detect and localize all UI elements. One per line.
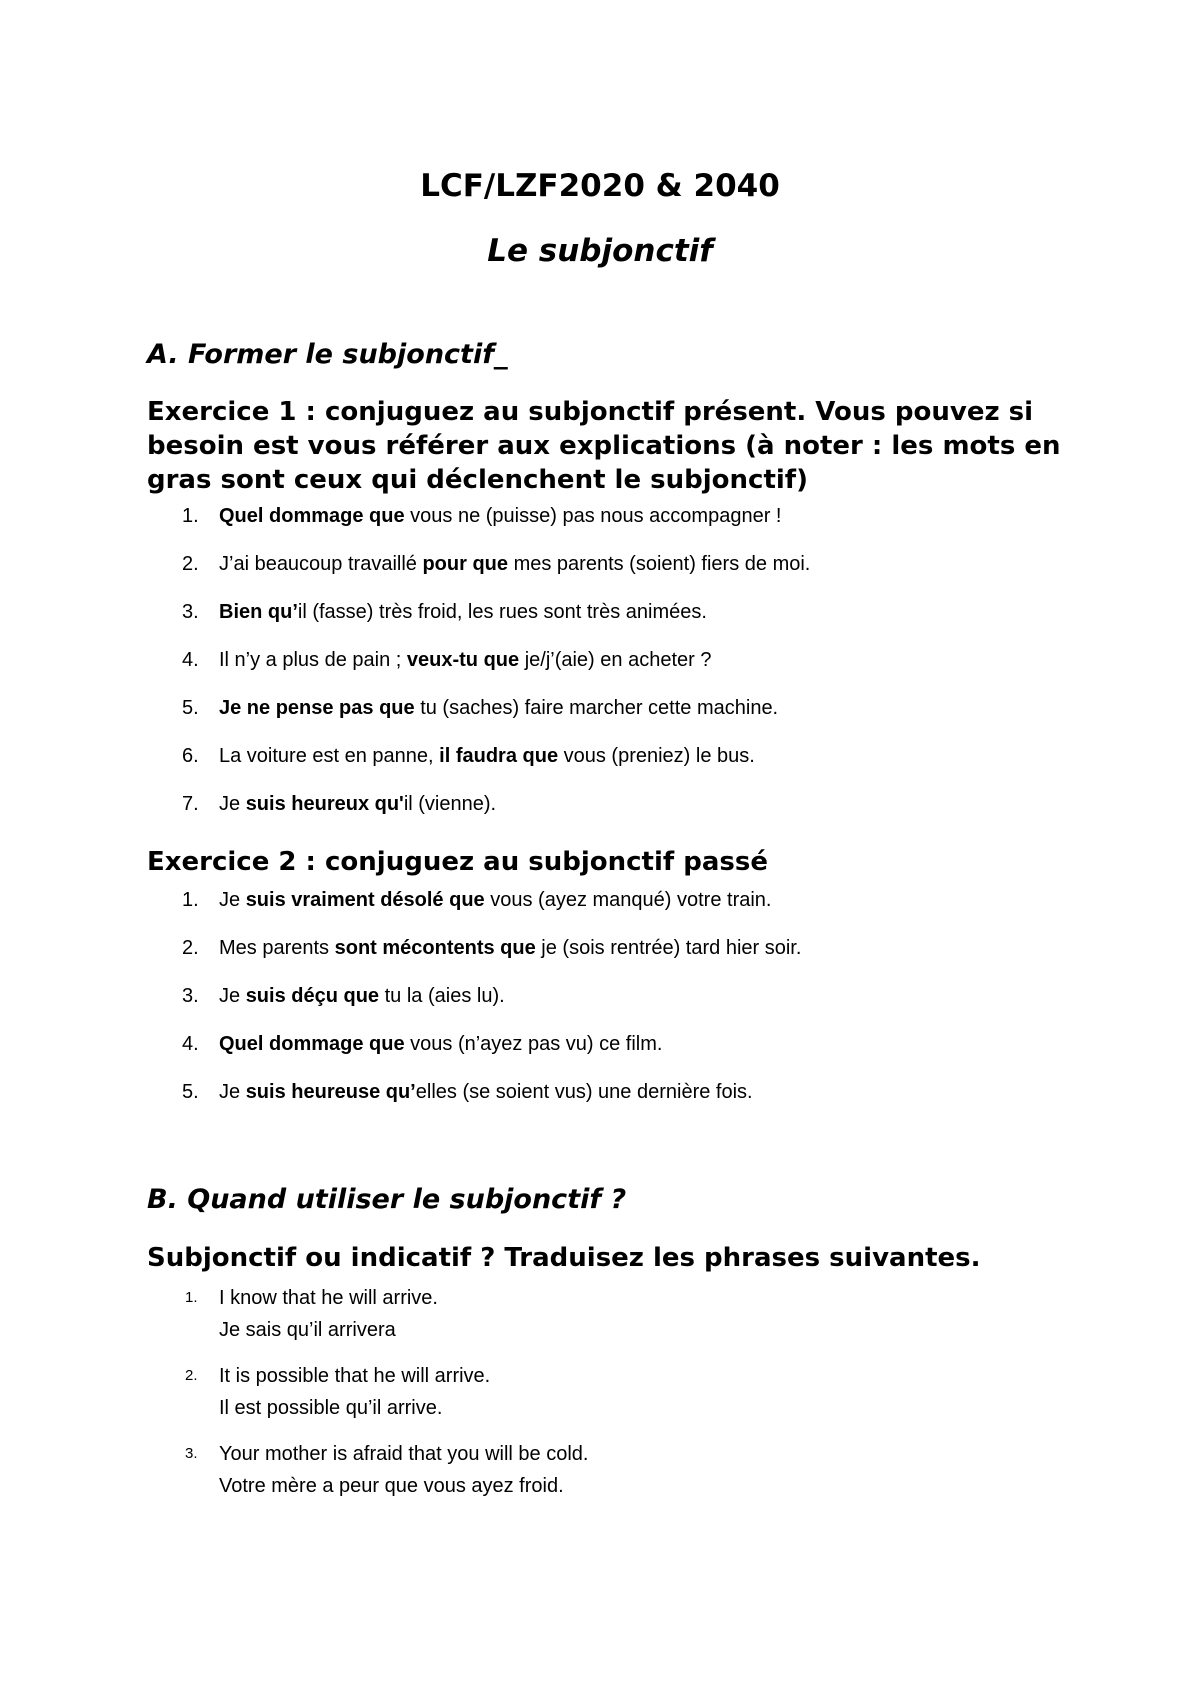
trigger-phrase: il faudra que — [439, 745, 559, 767]
english-sentence: It is possible that he will arrive. — [219, 1365, 491, 1387]
trigger-phrase: suis heureux qu' — [245, 793, 404, 815]
item-number: 1. — [182, 505, 199, 527]
exercise-2-heading: Exercice 2 : conjuguez au subjonctif passé — [147, 847, 768, 877]
trigger-phrase: suis heureuse qu’ — [245, 1081, 416, 1103]
french-translation: Il est possible qu’il arrive. — [219, 1397, 443, 1419]
exercise-1-heading: Exercice 1 : conjuguez au subjonctif présent. Vous pouvez si besoin est vous référer aux explications (à noter : les mots en gras sont ceux qui déclenchent le subjonctif) — [147, 397, 1061, 495]
exercise-2-list — [147, 886, 1107, 1126]
list-item — [147, 646, 1107, 694]
section-a-heading: A. Former le subjonctif_ — [147, 339, 508, 370]
list-item — [147, 934, 1107, 982]
list-item — [147, 598, 1107, 646]
sentence-text: Je — [219, 985, 246, 1007]
item-number: 4. — [182, 1033, 199, 1055]
sentence-text: il (vienne). — [403, 793, 497, 815]
french-translation: Votre mère a peur que vous ayez froid. — [219, 1475, 564, 1497]
list-item — [147, 886, 1107, 934]
sentence-text: Je — [219, 1081, 246, 1103]
item-number: 3. — [182, 985, 199, 1007]
sentence-text: vous (ayez manqué) votre train. — [484, 889, 772, 911]
sentence-text: je/j’(aie) en acheter ? — [519, 649, 712, 671]
sentence-text: La voiture est en panne, — [219, 745, 440, 767]
list-item — [147, 1078, 1107, 1126]
sentence-text: tu (saches) faire marcher cette machine. — [414, 697, 779, 719]
item-number: 4. — [182, 649, 199, 671]
trigger-phrase: suis déçu que — [245, 985, 380, 1007]
list-item — [147, 982, 1107, 1030]
item-number: 5. — [182, 1081, 199, 1103]
sentence-text: Je — [219, 889, 246, 911]
trigger-phrase: sont mécontents que — [334, 937, 536, 959]
translation-item — [147, 1360, 1107, 1438]
translation-item — [147, 1438, 1107, 1516]
sentence-text: J’ai beaucoup travaillé — [219, 553, 423, 575]
sentence-text: vous (n’ayez pas vu) ce film. — [404, 1033, 663, 1055]
sentence-text: je (sois rentrée) tard hier soir. — [535, 937, 802, 959]
sentence-text: vous ne (puisse) pas nous accompagner ! — [404, 505, 782, 527]
item-number: 1. — [185, 1289, 198, 1306]
sentence-text: vous (preniez) le bus. — [558, 745, 755, 767]
item-number: 2. — [185, 1367, 198, 1384]
exercise-1-list — [147, 502, 1107, 838]
sentence-text: elles (se soient vus) une dernière fois. — [415, 1081, 753, 1103]
section-b-heading: B. Quand utiliser le subjonctif ? — [147, 1184, 627, 1215]
list-item — [147, 550, 1107, 598]
trigger-phrase: suis vraiment désolé que — [245, 889, 485, 911]
item-number: 1. — [182, 889, 199, 911]
item-number: 2. — [182, 937, 199, 959]
trigger-phrase: pour que — [422, 553, 509, 575]
trigger-phrase: veux-tu que — [406, 649, 520, 671]
sentence-text: Il n’y a plus de pain ; — [219, 649, 407, 671]
list-item — [147, 502, 1107, 550]
trigger-phrase: Bien qu’ — [219, 601, 298, 623]
item-number: 6. — [182, 745, 199, 767]
list-item — [147, 742, 1107, 790]
item-number: 7. — [182, 793, 199, 815]
item-number: 3. — [182, 601, 199, 623]
trigger-phrase: Quel dommage que — [219, 1033, 405, 1055]
sentence-text: tu la (aies lu). — [379, 985, 505, 1007]
document-subtitle: Le subjonctif — [487, 233, 713, 269]
sentence-text: Je — [219, 793, 246, 815]
document-title: LCF/LZF2020 & 2040 — [420, 168, 780, 204]
item-number: 3. — [185, 1445, 198, 1462]
english-sentence: Your mother is afraid that you will be cold. — [219, 1443, 589, 1465]
sentence-text: il (fasse) très froid, les rues sont très animées. — [297, 601, 707, 623]
french-translation: Je sais qu’il arrivera — [219, 1319, 396, 1341]
sentence-text: mes parents (soient) fiers de moi. — [508, 553, 811, 575]
item-number: 5. — [182, 697, 199, 719]
list-item — [147, 1030, 1107, 1078]
trigger-phrase: Quel dommage que — [219, 505, 405, 527]
list-item — [147, 694, 1107, 742]
list-item — [147, 790, 1107, 838]
item-number: 2. — [182, 553, 199, 575]
translation-list — [147, 1282, 1107, 1516]
translation-item — [147, 1282, 1107, 1360]
english-sentence: I know that he will arrive. — [219, 1287, 438, 1309]
trigger-phrase: Je ne pense pas que — [219, 697, 415, 719]
exercise-3-heading: Subjonctif ou indicatif ? Traduisez les phrases suivantes. — [147, 1243, 981, 1273]
sentence-text: Mes parents — [219, 937, 335, 959]
